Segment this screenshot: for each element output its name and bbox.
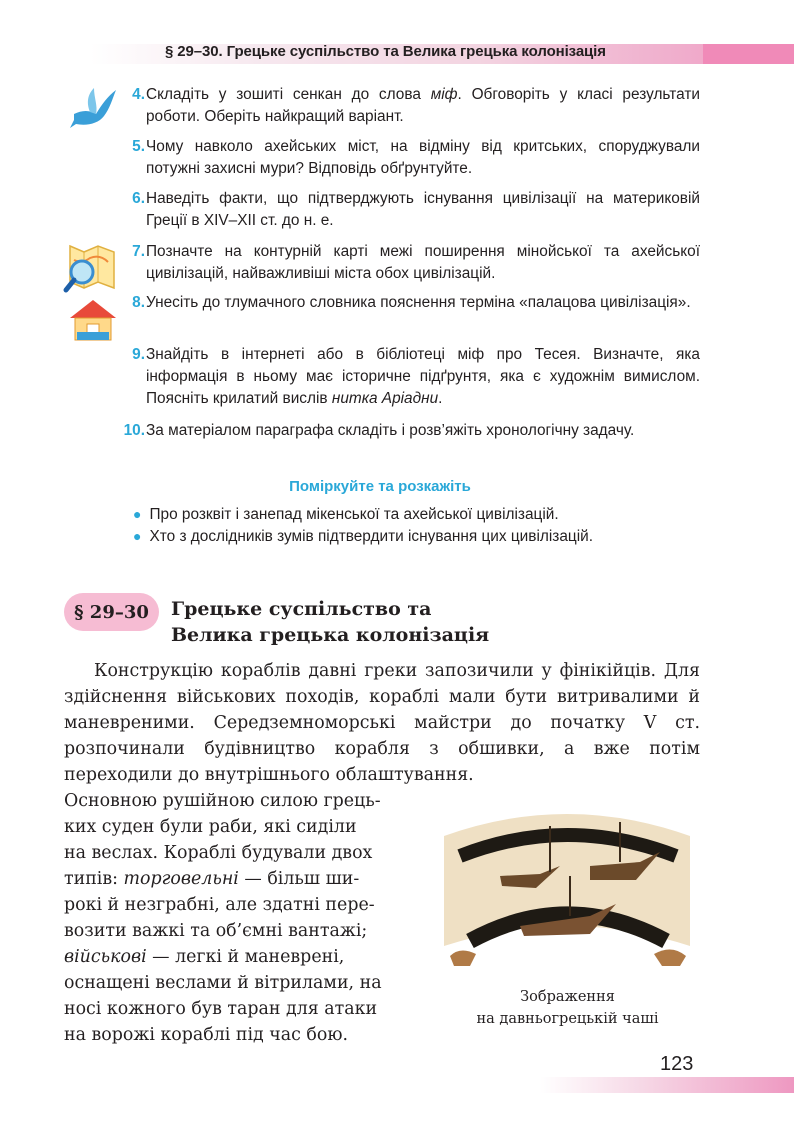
paragraph-intro: Конструкцію кораблів давні греки запозичили у фінікійців. Для здійснення військових походів, кораблі мали бути витривалими й маневреними. Середземноморські майстри до початку V ст. розпочинали будівництво корабля з обшивки, а вже потім переходили до внутрішнього облаштування. [64,661,700,785]
task-10 [100,420,700,442]
task-number: 9. [132,346,145,363]
bullet-item: ● Хто з дослідників зумів підтвердити існування цих цивілізацій. [133,528,594,545]
text-line: на ворожі кораблі під час бою. [64,1025,349,1045]
bullet-dot-icon: ● [133,506,142,522]
task-text: Складіть у зошиті сенкан до слова міф. Обговоріть у класі результати роботи. Оберіть найкращий варіант. [146,86,700,125]
running-header: § 29–30. Грецьке суспільство та Велика грецька колонізація [165,43,606,60]
text-line: оснащені веслами й вітрилами, на [64,973,382,993]
greek-cup-image [440,796,695,971]
text-line: рокі й незграбні, але здатні пере- [64,895,375,915]
section-badge: § 29–30 [64,593,159,631]
text-line: ких суден були раби, які сиділи [64,817,357,837]
task-7 [100,241,700,285]
header-tail [703,44,794,64]
footer-bar [540,1077,794,1093]
text-line: Основною рушійною силою грець- [64,791,381,811]
text-line: військові — легкі й маневрені, [64,947,345,967]
figure-caption: Зображення на давньогрецькій чаші [476,989,659,1027]
think-heading: Поміркуйте та розкажіть [289,478,471,495]
bullet-item: ● Про розквіт і занепад мікенської та ахейської цивілізацій. [133,506,559,523]
task-text: Позначте на контурній карті межі поширення мінойської та ахейської цивілізацій, найважливіші міста обох цивілізацій. [146,243,700,282]
task-9 [100,344,700,410]
task-number: 5. [132,138,145,155]
task-text: Чому навколо ахейських міст, на відміну від критських, споруджували потужні захисні мури? Відповідь обґрунтуйте. [146,138,700,177]
task-number: 7. [132,243,145,260]
text-line: возити важкі та об’ємні вантажі; [64,921,368,941]
task-5 [100,136,700,180]
task-number: 4. [132,86,145,103]
task-number: 10. [123,422,145,439]
task-number: 6. [132,190,145,207]
text-line: на веслах. Кораблі будували двох [64,843,373,863]
task-text: За матеріалом параграфа складіть і розв’яжіть хронологічну задачу. [146,422,635,439]
section-title: Грецьке суспільство та Велика грецька колонізація [171,598,490,646]
task-text: Знайдіть в інтернеті або в бібліотеці міф про Тесея. Визначте, яка інформація в ньому має історичне підґрунтя, яка є художнім вимислом. Поясніть крилатий вислів нитка Аріадни. [146,346,700,407]
page-number: 123 [660,1053,694,1075]
task-text: Наведіть факти, що підтверджують існування цивілізації на материковій Греції в XIV–XII ст. до н. е. [146,190,700,229]
task-6 [100,188,700,232]
text-line: носі кожного був таран для атаки [64,999,378,1019]
task-text: Унесіть до тлумачного словника пояснення терміна «палацова цивілізація». [146,294,691,311]
bullet-dot-icon: ● [133,528,142,544]
task-4 [100,84,700,128]
task-8 [100,292,700,314]
text-line: типів: торговельні — більш ши- [64,869,360,889]
task-number: 8. [132,294,145,311]
